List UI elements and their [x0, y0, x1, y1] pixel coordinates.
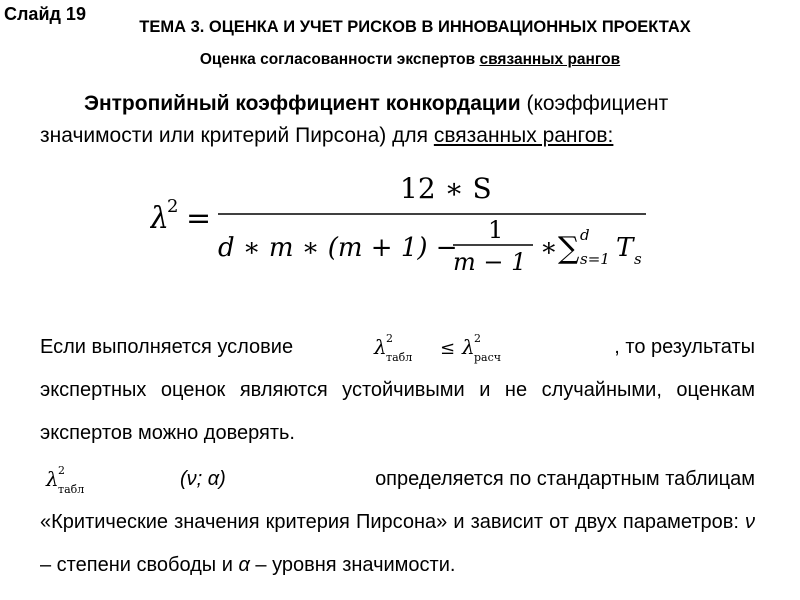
- cond-sup-left: 2: [386, 331, 394, 345]
- formula-mult: ∗: [540, 233, 558, 263]
- condition-text-before: Если выполняется условие: [40, 336, 294, 358]
- table-note-paragraph: [40, 458, 755, 587]
- condition-paragraph: [40, 326, 755, 455]
- cond-sub-left: табл: [386, 350, 413, 364]
- note-alpha: α: [238, 554, 250, 576]
- formula-equals: =: [186, 201, 212, 236]
- note-lambda: λ: [46, 466, 59, 491]
- note-sup: 2: [58, 463, 65, 477]
- condition-formula: [366, 328, 541, 368]
- note-dash-alpha: – уровня значимости.: [249, 554, 456, 576]
- note-nu: ν: [745, 511, 755, 533]
- note-dash-nu: – степени свободы и: [40, 554, 239, 576]
- note-params: (ν; α): [180, 468, 226, 490]
- cond-sub-right: расч: [474, 350, 502, 364]
- cond-lambda-right: λ: [462, 334, 475, 359]
- formula-lambda: λ: [150, 201, 170, 236]
- intro-text: (коэффициент значимости или критерий Пирсона) для: [40, 92, 669, 147]
- note-text-rest: [40, 501, 755, 587]
- formula-svg: [150, 172, 670, 282]
- concordance-formula: [150, 172, 670, 282]
- condition-text-rest: экспертных оценок являются устойчивыми и не случайными, оценкам экспертов можно доверять.: [40, 379, 755, 444]
- intro-bold-term: Энтропийный коэффициент конкордации: [84, 92, 521, 115]
- formula-lambda-sup: 2: [167, 196, 179, 217]
- slide-number: Слайд 19: [4, 4, 86, 24]
- note-text-after: определяется по стандартным таблицам: [375, 468, 755, 490]
- formula-sum: ∑: [558, 231, 580, 266]
- subtitle-underlined: связанных рангов: [479, 51, 621, 68]
- condition-text-after: , то результаты: [614, 336, 755, 358]
- intro-underlined: связанных рангов:: [433, 124, 614, 147]
- formula-sum-term-sub: s: [634, 250, 642, 268]
- formula-sum-term: T: [616, 233, 634, 263]
- cond-sup-right: 2: [474, 331, 482, 345]
- formula-sum-sup: d: [580, 226, 590, 244]
- formula-frac-num: 1: [488, 216, 504, 244]
- formula-numerator: 12 ∗ S: [400, 172, 492, 205]
- lambda-tabl-symbol: [40, 460, 110, 500]
- topic-title: ТЕМА 3. ОЦЕНКА И УЧЕТ РИСКОВ В ИННОВАЦИОННЫХ ПРОЕКТАХ: [139, 18, 691, 36]
- formula-sum-sub: s=1: [580, 250, 610, 268]
- intro-paragraph: [40, 88, 765, 152]
- slide-subtitle: [0, 51, 800, 69]
- formula-frac-den: m − 1: [453, 248, 527, 276]
- subtitle-plain: Оценка согласованности экспертов: [199, 51, 480, 68]
- formula-den-left: d ∗ m ∗ (m + 1) −: [218, 233, 458, 263]
- cond-lambda-left: λ: [374, 334, 387, 359]
- note-sub: табл: [58, 482, 85, 496]
- cond-leq: ≤: [440, 337, 456, 359]
- note-text-a: «Критические значения критерия Пирсона» и зависит от двух параметров:: [40, 511, 745, 533]
